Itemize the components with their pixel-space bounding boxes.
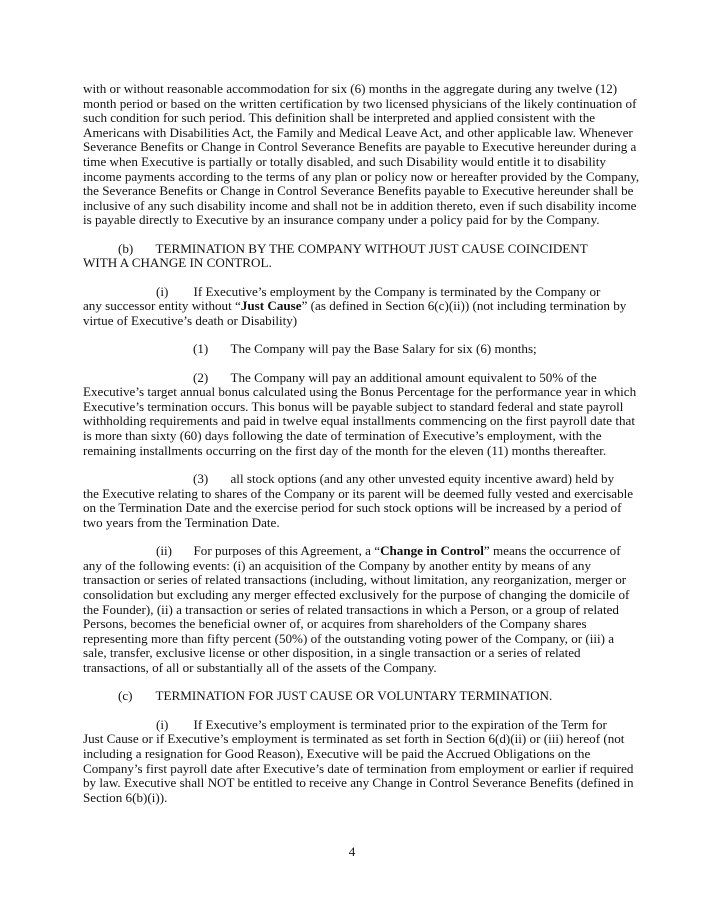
text-line	[83, 732, 643, 747]
text-line	[83, 97, 643, 112]
text-line	[83, 487, 643, 502]
text-segment: any successor entity without “	[83, 298, 241, 314]
text-segment: For purposes of this Agreement, a “	[193, 543, 381, 559]
text-line	[83, 385, 643, 400]
text-segment: two years from the Termination Date.	[83, 514, 280, 530]
text-segment: by law. Executive shall NOT be entitled to receive any Change in Control Severance Benefits (defined in	[83, 775, 634, 791]
page-number: 4	[348, 844, 356, 859]
text-segment: time when Executive is partially or totally disabled, and such Disability would entitle it to disability	[83, 153, 606, 169]
text-line	[83, 155, 643, 170]
text-segment: TERMINATION FOR JUST CAUSE OR VOLUNTARY TERMINATION.	[155, 688, 553, 704]
paragraph	[83, 689, 643, 704]
text-segment: is more than sixty (60) days following the date of termination of Executive’s employment, with the	[83, 428, 602, 444]
paragraph	[83, 242, 643, 271]
paragraph	[83, 371, 643, 459]
text-segment: the Founder), (ii) a transaction or series of related transactions in which a Person, or a group of related	[83, 601, 619, 617]
text-segment: consolidation but excluding any merger effected exclusively for the purpose of changing the domicile of	[83, 587, 630, 602]
defined-term: Just Cause	[240, 298, 302, 314]
section-marker: (i)	[156, 283, 169, 299]
text-segment: If Executive’s employment is terminated prior to the expiration of the Term for	[193, 716, 607, 732]
text-segment: remaining installments occurring on the first day of the month for the eleven (11) months thereafter.	[83, 442, 607, 458]
text-segment: The Company will pay an additional amount equivalent to 50% of the	[230, 369, 597, 385]
text-line	[83, 501, 643, 516]
text-segment: sale, transfer, exclusive license or other disposition, in a single transaction or a series of related	[83, 645, 581, 661]
text-line	[83, 646, 643, 661]
text-line	[83, 400, 643, 415]
text-segment: transactions, of all or substantially all of the assets of the Company.	[83, 659, 437, 675]
text-line	[83, 256, 643, 271]
text-line	[83, 544, 643, 559]
section-marker: (ii)	[156, 543, 172, 559]
text-segment: representing more than fifty percent (50%) of the outstanding voting power of the Company, or (iii) a	[83, 630, 615, 646]
text-segment: the Severance Benefits or Change in Control Severance Benefits payable to Executive hereunder shall be	[83, 183, 634, 199]
text-line	[83, 213, 643, 228]
text-line	[83, 314, 643, 329]
text-line	[83, 573, 643, 588]
text-segment: all stock options (and any other unvested equity incentive award) held by	[230, 471, 615, 487]
text-line	[83, 170, 643, 185]
text-line	[83, 299, 643, 314]
text-segment: on the Termination Date and the exercise period for such stock options will be increased by a period of	[83, 500, 622, 516]
text-line	[83, 747, 643, 762]
paragraph	[83, 285, 643, 329]
text-line	[83, 603, 643, 618]
text-segment: including a resignation for Good Reason), Executive will be paid the Accrued Obligations on the	[83, 745, 591, 761]
paragraph	[83, 472, 643, 530]
text-segment: ” (as defined in Section 6(c)(ii)) (not including termination by	[301, 298, 627, 314]
text-line	[83, 661, 643, 676]
text-segment: inclusive of any such disability income and shall not be in addition thereto, even if such disability income	[83, 197, 637, 213]
text-line	[83, 184, 643, 199]
section-marker: (b)	[118, 240, 134, 256]
text-line	[83, 617, 643, 632]
text-line	[83, 140, 643, 155]
text-segment: Executive’s target annual bonus calculated using the Bonus Percentage for the performance year in which	[83, 384, 637, 400]
text-line	[83, 82, 643, 97]
paragraph	[83, 544, 643, 675]
text-line	[83, 472, 643, 487]
text-segment: income payments according to the terms of any plan or policy now or hereafter provided by the Company,	[83, 168, 640, 184]
section-marker: (c)	[118, 688, 133, 704]
text-line	[83, 242, 643, 257]
text-segment: with or without reasonable accommodation for six (6) months in the aggregate during any twelve (12)	[83, 81, 618, 96]
paragraph	[83, 82, 643, 228]
section-marker: (2)	[193, 369, 209, 385]
paragraph	[83, 342, 643, 357]
text-segment: withholding requirements and paid in twelve equal installments commencing on the first payroll date that	[83, 413, 635, 429]
text-line	[83, 559, 643, 574]
text-segment: TERMINATION BY THE COMPANY WITHOUT JUST CAUSE COINCIDENT	[155, 240, 588, 256]
document-body	[83, 82, 643, 819]
text-line	[83, 689, 643, 704]
text-segment: The Company will pay the Base Salary for six (6) months;	[230, 341, 537, 357]
text-segment: Executive’s termination occurs. This bonus will be payable subject to standard federal and state payroll	[83, 398, 624, 414]
text-line	[83, 776, 643, 791]
text-segment: Just Cause or if Executive’s employment is terminated as set forth in Section 6(d)(ii) or (iii) hereof (not	[83, 731, 625, 747]
text-segment: Americans with Disabilities Act, the Family and Medical Leave Act, and other applicable law. Whenever	[83, 124, 633, 140]
text-line	[83, 285, 643, 300]
text-line	[83, 444, 643, 459]
text-segment: the Executive relating to shares of the Company or its parent will be deemed fully vested and exercisable	[83, 485, 634, 501]
text-segment: If Executive’s employment by the Company is terminated by the Company or	[193, 283, 601, 299]
paragraph	[83, 718, 643, 806]
text-line	[83, 126, 643, 141]
text-segment: Persons, becomes the beneficial owner of, or acquires from shareholders of the Company shares	[83, 616, 587, 632]
text-segment: month period or based on the written certification by two licensed physicians of the likely continuation of	[83, 95, 637, 111]
text-line	[83, 632, 643, 647]
text-segment: ” means the occurrence of	[483, 543, 621, 559]
text-segment: WITH A CHANGE IN CONTROL.	[83, 255, 272, 271]
text-line	[83, 791, 643, 806]
text-segment: any of the following events: (i) an acquisition of the Company by another entity by means of any	[83, 557, 591, 573]
defined-term: Change in Control	[380, 543, 484, 559]
text-line	[83, 762, 643, 777]
text-segment: virtue of Executive’s death or Disability)	[83, 312, 298, 328]
text-segment: Section 6(b)(i)).	[83, 789, 168, 805]
section-marker: (1)	[193, 341, 209, 357]
text-line	[83, 199, 643, 214]
text-line	[83, 516, 643, 531]
text-segment: such condition for such period. This definition shall be interpreted and applied consistent with the	[83, 110, 596, 126]
text-line	[83, 718, 643, 733]
text-line	[83, 342, 643, 357]
text-line	[83, 111, 643, 126]
text-segment: Severance Benefits or Change in Control Severance Benefits are payable to Executive hereunder during a	[83, 139, 637, 155]
text-line	[83, 588, 643, 603]
text-line	[83, 371, 643, 386]
text-segment: transaction or series of related transactions (including, without limitation, any reorganization, merger or	[83, 572, 627, 588]
section-marker: (i)	[156, 716, 169, 732]
text-segment: Company’s first payroll date after Executive’s date of termination from employment or earlier if required	[83, 760, 634, 776]
section-marker: (3)	[193, 471, 209, 487]
text-line	[83, 414, 643, 429]
text-segment: is payable directly to Executive by an insurance company under a policy paid for by the Company.	[83, 212, 600, 228]
text-line	[83, 429, 643, 444]
